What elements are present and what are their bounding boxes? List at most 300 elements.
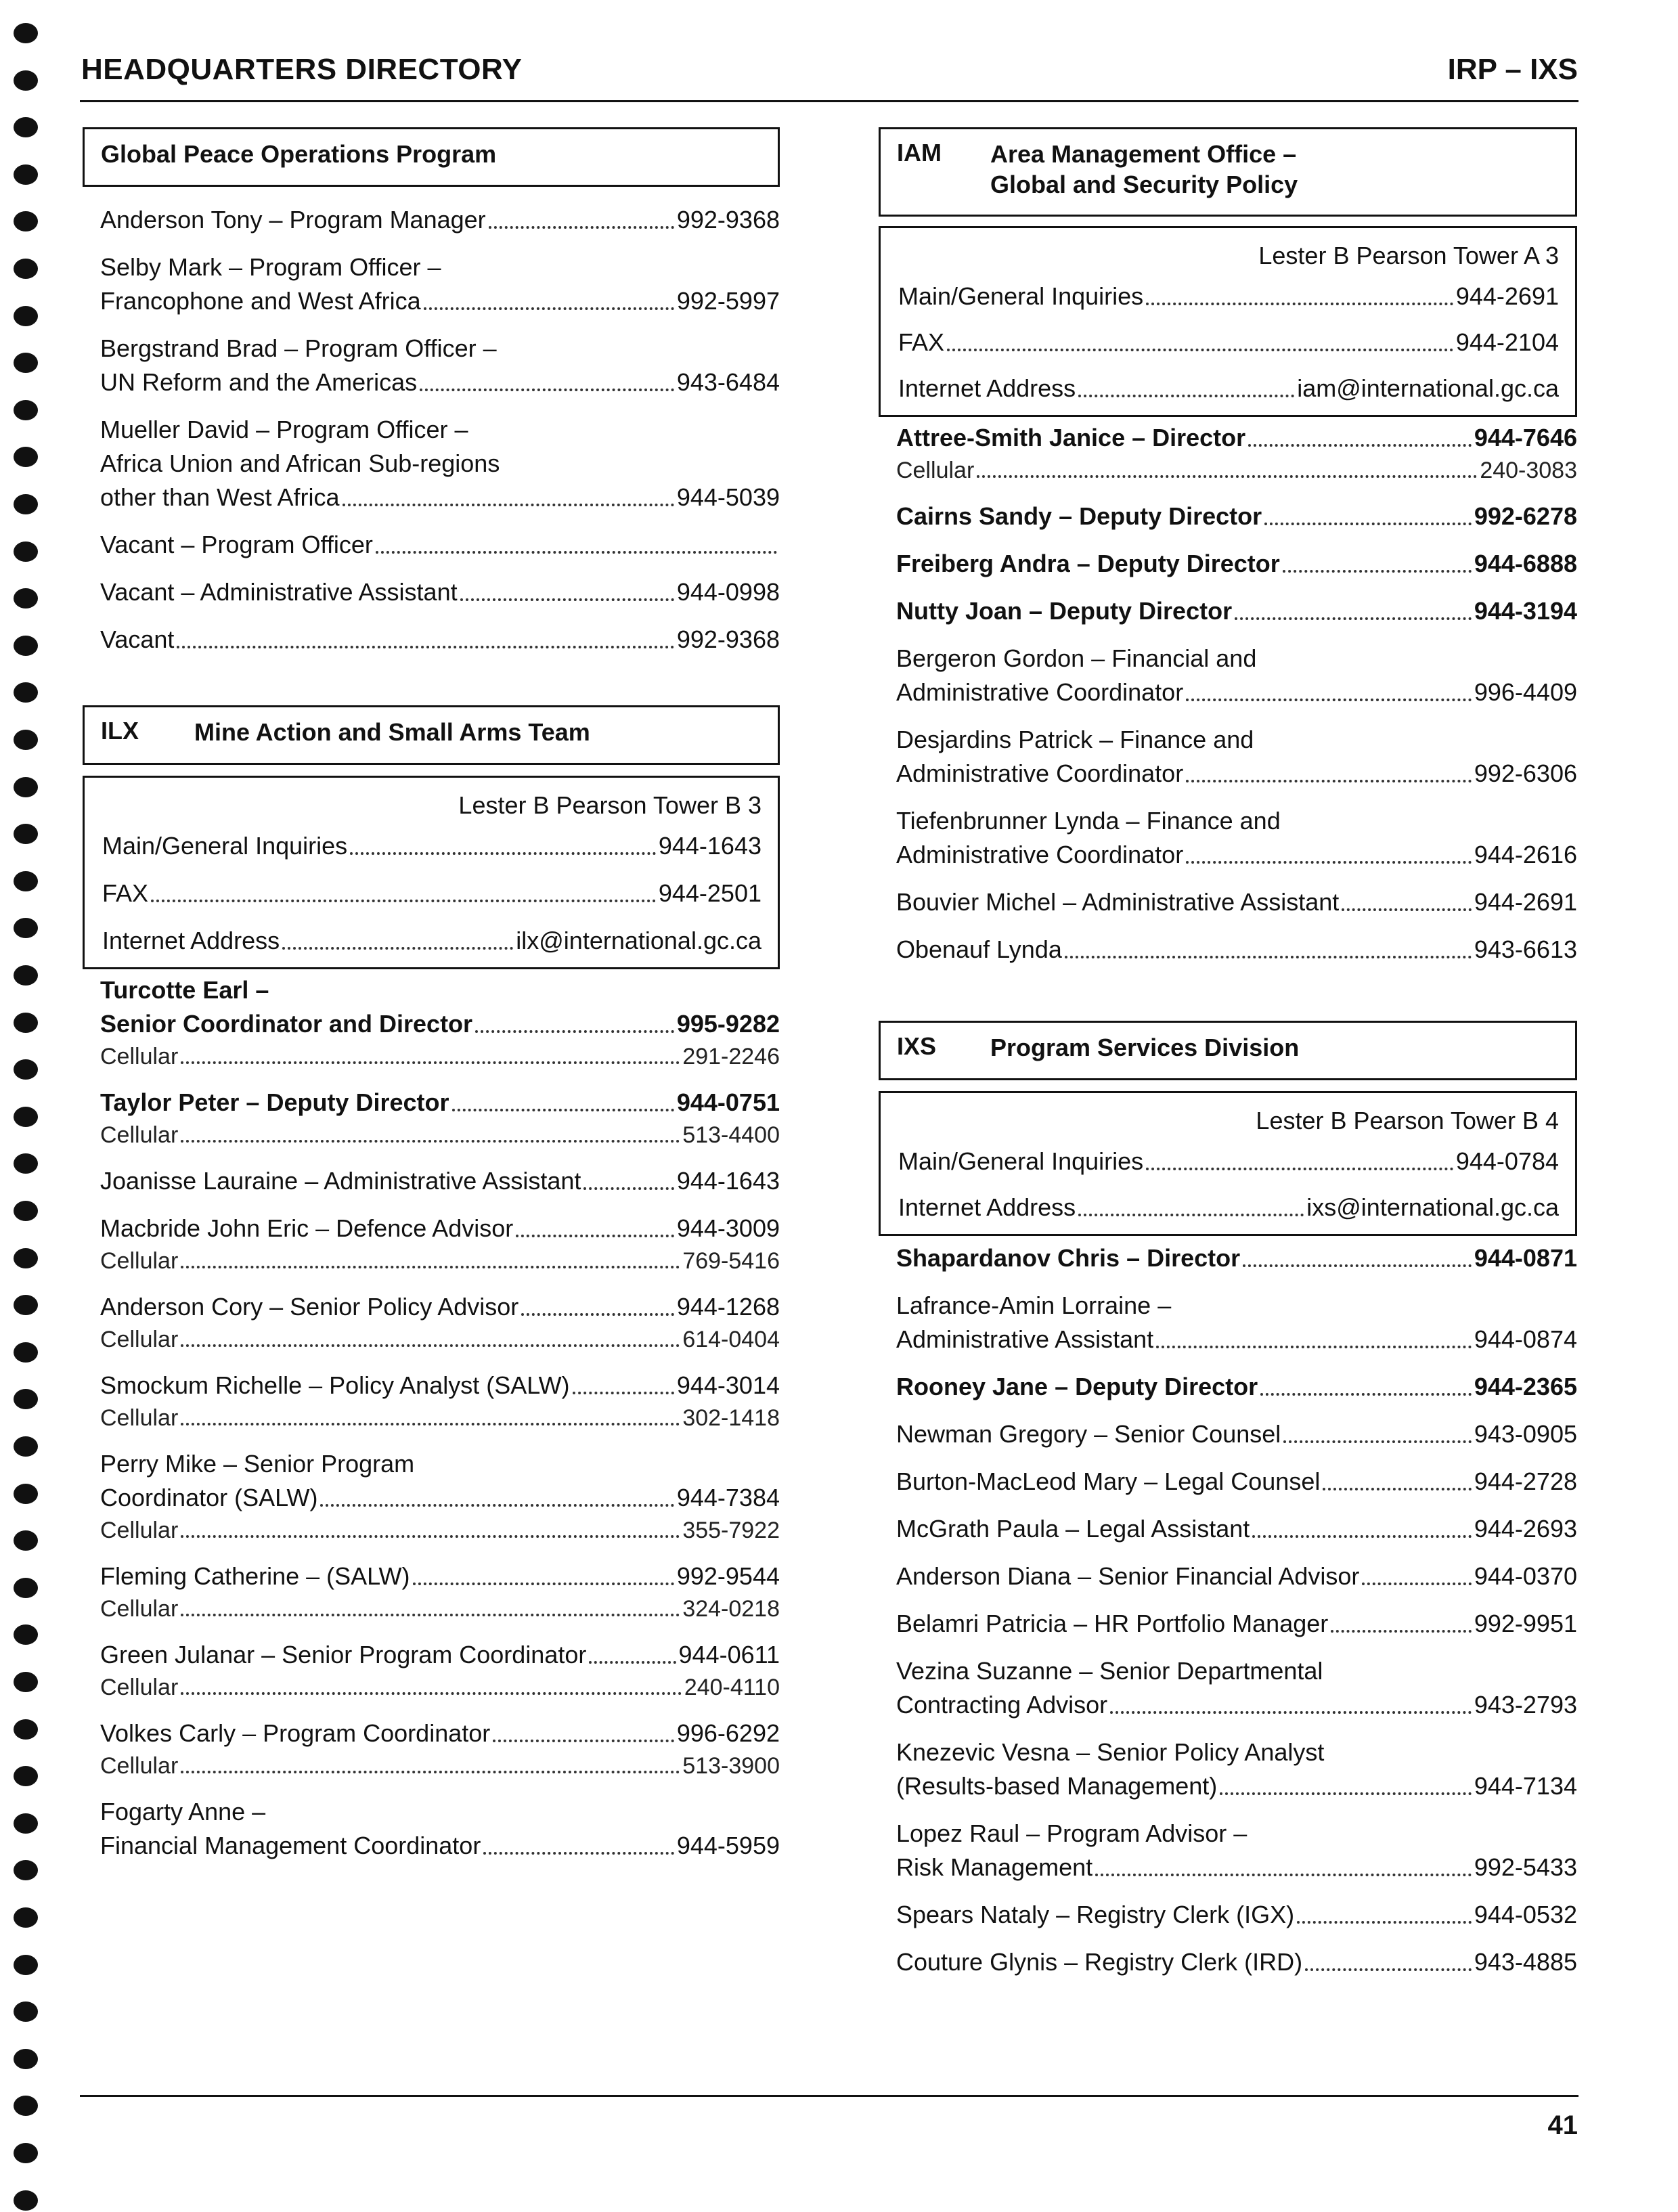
entry-label: other than West Africa: [100, 483, 340, 511]
entry-row: [100, 1212, 780, 1245]
entry-row: [896, 933, 1577, 967]
cellular-label: Cellular: [896, 458, 975, 483]
entry-phone: 943-0905: [1474, 1420, 1577, 1448]
dot-leader: [181, 1423, 680, 1425]
entry-name-line: Vezina Suzanne – Senior Departmental: [896, 1657, 1323, 1685]
dot-leader: [1305, 1968, 1472, 1971]
entry-phone: 992-9368: [676, 206, 780, 234]
dot-leader: [583, 1187, 674, 1190]
entry-label: Vacant – Administrative Assistant: [100, 578, 458, 606]
location: Lester B Pearson Tower B 4: [1256, 1107, 1559, 1134]
dot-leader: [1252, 1535, 1472, 1538]
directory-entry: [896, 1817, 1577, 1884]
dot-leader: [977, 475, 1477, 478]
entry-phone: 944-2365: [1474, 1373, 1577, 1400]
entry-label: Smockum Richelle – Policy Analyst (SALW): [100, 1371, 570, 1399]
entry-phone: 996-4409: [1474, 678, 1577, 706]
directory-entry: [896, 933, 1577, 967]
entry-phone: 944-7134: [1474, 1772, 1577, 1800]
entry-name-line: Bergeron Gordon – Financial and: [896, 644, 1257, 672]
dot-leader: [413, 1583, 674, 1585]
directory-entry: [100, 575, 780, 609]
directory-entry: [896, 1370, 1577, 1404]
directory-entry: [896, 1512, 1577, 1546]
dot-leader: [420, 389, 674, 391]
entry-label: Bouvier Michel – Administrative Assistant: [896, 888, 1340, 916]
directory-entry: [896, 1735, 1577, 1803]
entry-row: [896, 500, 1577, 533]
entry-row: [100, 1717, 780, 1750]
directory-entry: [896, 804, 1577, 872]
entry-phone: 943-6484: [676, 368, 780, 396]
entry-label: Francophone and West Africa: [100, 287, 421, 315]
cellular-phone: 291-2246: [682, 1044, 780, 1069]
dot-leader: [1243, 1264, 1472, 1267]
directory-entry: [896, 1289, 1577, 1356]
email-link[interactable]: ixs@international.gc.ca: [1306, 1193, 1559, 1221]
entry-name-line: Turcotte Earl –: [100, 976, 269, 1004]
cellular-label: Cellular: [100, 1405, 179, 1431]
dot-leader: [181, 1061, 680, 1064]
gpop-entry-list: [100, 203, 780, 670]
fax-row: FAX 944-2104: [898, 326, 1559, 359]
binder-hole: [14, 400, 38, 420]
dot-leader: [516, 1235, 674, 1237]
entry-row: [100, 575, 780, 609]
entry-row: [896, 1241, 1577, 1275]
section-title: Program Services Division: [990, 1034, 1300, 1061]
dot-leader: [1283, 1440, 1472, 1443]
entry-label: Taylor Peter – Deputy Director: [100, 1088, 449, 1116]
ixs-entry-list: [896, 1241, 1577, 1993]
entry-row: [100, 1007, 780, 1041]
entry-row: [896, 1560, 1577, 1593]
binder-hole: [14, 918, 38, 938]
entry-row: [100, 1638, 780, 1672]
page-title: HEADQUARTERS DIRECTORY: [81, 53, 523, 86]
section-code: IAM: [897, 139, 942, 167]
phone: 944-2501: [658, 879, 761, 907]
directory-entry: [100, 1212, 780, 1277]
ixs-contact-box: [879, 1091, 1577, 1236]
entry-name-line: Selby Mark – Program Officer –: [100, 253, 441, 281]
binder-hole: [14, 1530, 38, 1551]
binder-hole: [14, 1578, 38, 1598]
section-title: Mine Action and Small Arms Team: [194, 718, 590, 746]
phone: 944-0784: [1455, 1147, 1559, 1175]
cellular-label: Cellular: [100, 1122, 179, 1148]
main-inquiries-row: Main/General Inquiries 944-2691: [898, 280, 1559, 313]
cellular-row: [100, 1120, 780, 1151]
dot-leader: [489, 226, 674, 229]
section-code: ILX: [101, 717, 139, 745]
binder-hole: [14, 353, 38, 373]
binder-hole: [14, 1342, 38, 1363]
directory-entry: [100, 1717, 780, 1782]
entry-row: [100, 366, 780, 399]
entry-label: Administrative Assistant: [896, 1325, 1154, 1353]
entry-phone: 992-6278: [1474, 502, 1577, 530]
entry-label: Administrative Coordinator: [896, 759, 1184, 787]
entry-label: McGrath Paula – Legal Assistant: [896, 1515, 1250, 1543]
entry-row: [896, 1851, 1577, 1884]
entry-name-line: Knezevic Vesna – Senior Policy Analyst: [896, 1738, 1325, 1766]
dot-leader: [1248, 444, 1472, 447]
entry-label: Obenauf Lynda: [896, 935, 1062, 963]
entry-row: [100, 1481, 780, 1515]
main-inquiries-row: Main/General Inquiries 944-0784: [898, 1145, 1559, 1178]
directory-entry: [896, 1654, 1577, 1722]
dot-leader: [1220, 1792, 1472, 1795]
entry-row: [100, 1086, 780, 1120]
entry-name-line: Perry Mike – Senior Program: [100, 1450, 415, 1478]
entry-name-line: Desjardins Patrick – Finance and: [896, 726, 1254, 753]
cellular-phone: 513-3900: [682, 1753, 780, 1779]
binder-hole: [14, 1860, 38, 1880]
phone: 944-2691: [1455, 282, 1559, 310]
directory-entry: [100, 250, 780, 318]
entry-label: Macbride John Eric – Defence Advisor: [100, 1214, 514, 1242]
binder-hole: [14, 588, 38, 609]
directory-entry: [100, 528, 780, 562]
dot-leader: [1186, 780, 1472, 782]
directory-entry: [896, 1465, 1577, 1499]
dot-leader: [452, 1109, 674, 1111]
entry-label: Volkes Carly – Program Coordinator: [100, 1719, 491, 1747]
binder-hole: [14, 1766, 38, 1786]
dot-leader: [1156, 1346, 1472, 1348]
entry-label: UN Reform and the Americas: [100, 368, 418, 396]
dot-leader: [460, 598, 674, 601]
binder-hole: [14, 2143, 38, 2163]
binder-hole: [14, 1436, 38, 1457]
entry-phone: 944-7384: [676, 1484, 780, 1511]
entry-label: Anderson Cory – Senior Policy Advisor: [100, 1293, 519, 1321]
dot-leader: [1283, 570, 1472, 573]
entry-row: [896, 1465, 1577, 1499]
cellular-label: Cellular: [100, 1248, 179, 1274]
dot-leader: [1264, 523, 1472, 525]
binder-hole: [14, 211, 38, 231]
iam-entry-list: [896, 421, 1577, 980]
entry-row: [896, 547, 1577, 581]
dot-leader: [181, 1140, 680, 1143]
entry-row: [896, 1607, 1577, 1641]
entry-phone: 992-5997: [676, 287, 780, 315]
entry-phone: 944-1643: [676, 1167, 780, 1195]
cellular-phone: 513-4400: [682, 1122, 780, 1148]
entry-row: [100, 1560, 780, 1593]
entry-row: [896, 1512, 1577, 1546]
entry-label: Coordinator (SALW): [100, 1484, 318, 1511]
entry-row: [100, 1829, 780, 1863]
entry-phone: 992-5433: [1474, 1853, 1577, 1881]
entry-row: [100, 481, 780, 514]
entry-label: Administrative Coordinator: [896, 841, 1184, 868]
email-link[interactable]: ilx@international.gc.ca: [516, 927, 761, 954]
dot-leader: [475, 1030, 674, 1033]
binder-hole: [14, 824, 38, 844]
entry-phone: 996-6292: [676, 1719, 780, 1747]
cellular-row: [100, 1402, 780, 1434]
cellular-row: [100, 1515, 780, 1546]
cellular-label: Cellular: [100, 1753, 179, 1779]
directory-entry: [100, 1795, 780, 1863]
entry-phone: 992-6306: [1474, 759, 1577, 787]
entry-label: Green Julanar – Senior Program Coordinator: [100, 1641, 587, 1668]
directory-entry: [100, 973, 780, 1072]
binder-hole: [14, 1295, 38, 1315]
binder-hole: [14, 2190, 38, 2211]
binder-hole: [14, 730, 38, 750]
entry-label: Risk Management: [896, 1853, 1093, 1881]
entry-phone: 944-2728: [1474, 1467, 1577, 1495]
directory-entry: [896, 594, 1577, 628]
directory-entry: [100, 203, 780, 237]
entry-phone: 944-7646: [1474, 424, 1577, 451]
cellular-label: Cellular: [100, 1675, 179, 1700]
entry-row: [100, 1369, 780, 1402]
dot-leader: [1331, 1630, 1472, 1633]
dot-leader: [376, 551, 777, 554]
binder-hole: [14, 70, 38, 91]
cellular-phone: 355-7922: [682, 1518, 780, 1543]
entry-phone: 944-3009: [676, 1214, 780, 1242]
section-header-ilx: [83, 705, 780, 765]
entry-row: [896, 676, 1577, 709]
directory-entry: [896, 1607, 1577, 1641]
entry-label: Contracting Advisor: [896, 1691, 1108, 1719]
dot-leader: [1235, 617, 1472, 620]
entry-phone: 992-9544: [676, 1562, 780, 1590]
binder-hole: [14, 117, 38, 137]
entry-label: Nutty Joan – Deputy Director: [896, 597, 1233, 625]
directory-entry: [896, 547, 1577, 581]
dot-leader: [181, 1692, 682, 1695]
binder-hole: [14, 2096, 38, 2116]
entry-phone: 992-9951: [1474, 1610, 1577, 1637]
entry-row: [896, 757, 1577, 791]
directory-entry: [100, 332, 780, 399]
entry-name-line: Lopez Raul – Program Advisor –: [896, 1819, 1248, 1847]
directory-entry: [896, 421, 1577, 486]
binder-hole: [14, 1624, 38, 1645]
section-title-line1: Area Management Office –: [990, 140, 1297, 168]
entry-row: [896, 1769, 1577, 1803]
ilx-contact-box: [83, 776, 780, 969]
cellular-row: [100, 1041, 780, 1072]
entry-label: Shapardanov Chris – Director: [896, 1244, 1241, 1272]
location: Lester B Pearson Tower B 3: [458, 791, 761, 819]
main-inquiries-row: Main/General Inquiries 944-1643: [102, 829, 761, 863]
entry-phone: 944-6888: [1474, 550, 1577, 577]
dot-leader: [1065, 956, 1472, 958]
entry-phone: 944-5039: [676, 483, 780, 511]
directory-entry: [896, 1898, 1577, 1932]
entry-label: Senior Coordinator and Director: [100, 1010, 473, 1038]
entry-label: Burton-MacLeod Mary – Legal Counsel: [896, 1467, 1321, 1495]
dot-leader: [573, 1392, 674, 1394]
cellular-label: Cellular: [100, 1327, 179, 1352]
entry-row: [100, 1290, 780, 1324]
directory-entry: [896, 723, 1577, 791]
location: Lester B Pearson Tower A 3: [1258, 242, 1559, 269]
dot-leader: [493, 1740, 674, 1742]
entry-phone: 944-0532: [1474, 1901, 1577, 1928]
entry-phone: 944-0998: [676, 578, 780, 606]
entry-label: Financial Management Coordinator: [100, 1832, 481, 1859]
directory-entry: [100, 413, 780, 514]
section-code: IXS: [897, 1032, 937, 1060]
cellular-row: [100, 1324, 780, 1355]
binder-hole: [14, 164, 38, 185]
directory-entry: [100, 1638, 780, 1703]
cellular-phone: 302-1418: [682, 1405, 780, 1431]
entry-phone: 944-0871: [1474, 1244, 1577, 1272]
top-rule: [80, 100, 1578, 102]
dot-leader: [521, 1313, 674, 1316]
entry-label: Belamri Patricia – HR Portfolio Manager: [896, 1610, 1329, 1637]
entry-phone: 944-0751: [676, 1088, 780, 1116]
entry-phone: 992-9368: [676, 625, 780, 653]
binder-hole: [14, 447, 38, 467]
dot-leader: [181, 1344, 680, 1347]
entry-phone: 944-2691: [1474, 888, 1577, 916]
entry-row: [896, 421, 1577, 455]
directory-entry: [896, 1560, 1577, 1593]
binder-hole: [14, 1201, 38, 1221]
binder-hole: [14, 1672, 38, 1692]
bottom-rule: [80, 2095, 1578, 2097]
binder-hole: [14, 259, 38, 279]
entry-phone: 944-0370: [1474, 1562, 1577, 1590]
binder-hole: [14, 965, 38, 986]
cellular-phone: 324-0218: [682, 1596, 780, 1622]
dot-leader: [1095, 1874, 1472, 1876]
entry-label: Anderson Tony – Program Manager: [100, 206, 486, 234]
binder-hole: [14, 1153, 38, 1174]
binder-hole: [14, 1059, 38, 1080]
cellular-phone: 240-3083: [1480, 458, 1577, 483]
entry-row: [100, 203, 780, 237]
binder-hole: [14, 494, 38, 514]
entry-row: [896, 1370, 1577, 1404]
entry-label: Joanisse Lauraine – Administrative Assistant: [100, 1167, 581, 1195]
entry-row: [896, 1945, 1577, 1979]
dot-leader: [181, 1771, 680, 1773]
binder-hole: [14, 541, 38, 562]
dot-leader: [1342, 908, 1472, 911]
page-range: IRP – IXS: [1447, 53, 1578, 86]
dot-leader: [589, 1661, 676, 1664]
section-title: Global Peace Operations Program: [101, 140, 497, 168]
ilx-entry-list: [100, 973, 780, 1876]
entry-row: [896, 1688, 1577, 1722]
directory-entry: [896, 885, 1577, 919]
entry-phone: 943-6613: [1474, 935, 1577, 963]
dot-leader: [320, 1504, 674, 1507]
directory-entry: [896, 500, 1577, 533]
directory-entry: [100, 1086, 780, 1151]
dot-leader: [1323, 1488, 1472, 1490]
entry-row: [896, 1898, 1577, 1932]
phone: 944-1643: [658, 832, 761, 860]
dot-leader: [1297, 1921, 1472, 1924]
section-header-iam: [879, 127, 1577, 217]
entry-name-line: Fogarty Anne –: [100, 1798, 266, 1826]
section-header-gpop: [83, 127, 780, 187]
section-header-ixs: [879, 1021, 1577, 1080]
entry-phone: 944-3194: [1474, 597, 1577, 625]
directory-entry: [100, 1560, 780, 1624]
binder-hole: [14, 1484, 38, 1504]
binder-hole: [14, 1389, 38, 1409]
entry-label: Spears Nataly – Registry Clerk (IGX): [896, 1901, 1295, 1928]
cellular-row: [100, 1750, 780, 1782]
directory-entry: [100, 1290, 780, 1355]
binder-hole: [14, 1955, 38, 1975]
cellular-phone: 240-4110: [684, 1675, 780, 1700]
binder-hole: [14, 1107, 38, 1127]
internet-row: Internet Address ilx@international.gc.ca: [102, 924, 761, 958]
directory-entry: [896, 1417, 1577, 1451]
binder-hole: [14, 1248, 38, 1268]
entry-name-line: Africa Union and African Sub-regions: [100, 449, 500, 477]
entry-label: Attree-Smith Janice – Director: [896, 424, 1246, 451]
entry-phone: 944-0611: [678, 1641, 780, 1668]
entry-label: Couture Glynis – Registry Clerk (IRD): [896, 1948, 1303, 1976]
binder-hole: [14, 306, 38, 326]
email-link[interactable]: iam@international.gc.ca: [1297, 374, 1559, 402]
dot-leader: [177, 646, 674, 648]
entry-label: Vacant – Program Officer: [100, 531, 373, 558]
entry-row: [100, 1164, 780, 1198]
entry-phone: 944-5959: [676, 1832, 780, 1859]
iam-contact-box: [879, 226, 1577, 417]
binder-hole: [14, 1719, 38, 1740]
binder-hole: [14, 2049, 38, 2069]
binder-hole: [14, 1813, 38, 1834]
cellular-label: Cellular: [100, 1596, 179, 1622]
directory-entry: [896, 642, 1577, 709]
entry-name-line: Lafrance-Amin Lorraine –: [896, 1291, 1172, 1319]
entry-phone: 944-3014: [676, 1371, 780, 1399]
entry-row: [896, 838, 1577, 872]
dot-leader: [181, 1535, 680, 1538]
entry-row: [100, 528, 780, 562]
entry-row: [896, 1323, 1577, 1356]
dot-leader: [1110, 1711, 1472, 1714]
cellular-phone: 769-5416: [682, 1248, 780, 1274]
cellular-label: Cellular: [100, 1518, 179, 1543]
dot-leader: [343, 504, 674, 506]
entry-row: [896, 1417, 1577, 1451]
cellular-phone: 614-0404: [682, 1327, 780, 1352]
dot-leader: [483, 1852, 674, 1855]
entry-phone: 944-1268: [676, 1293, 780, 1321]
binder-hole: [14, 1013, 38, 1033]
dot-leader: [181, 1266, 680, 1268]
cellular-row: [100, 1593, 780, 1624]
entry-phone: 995-9282: [676, 1010, 780, 1038]
internet-row: Internet Address iam@international.gc.ca: [898, 372, 1559, 405]
entry-phone: 943-4885: [1474, 1948, 1577, 1976]
binder-hole: [14, 1907, 38, 1928]
entry-name-line: Mueller David – Program Officer –: [100, 416, 468, 443]
directory-entry: [100, 1447, 780, 1546]
entry-phone: 944-2616: [1474, 841, 1577, 868]
directory-entry: [100, 1164, 780, 1198]
